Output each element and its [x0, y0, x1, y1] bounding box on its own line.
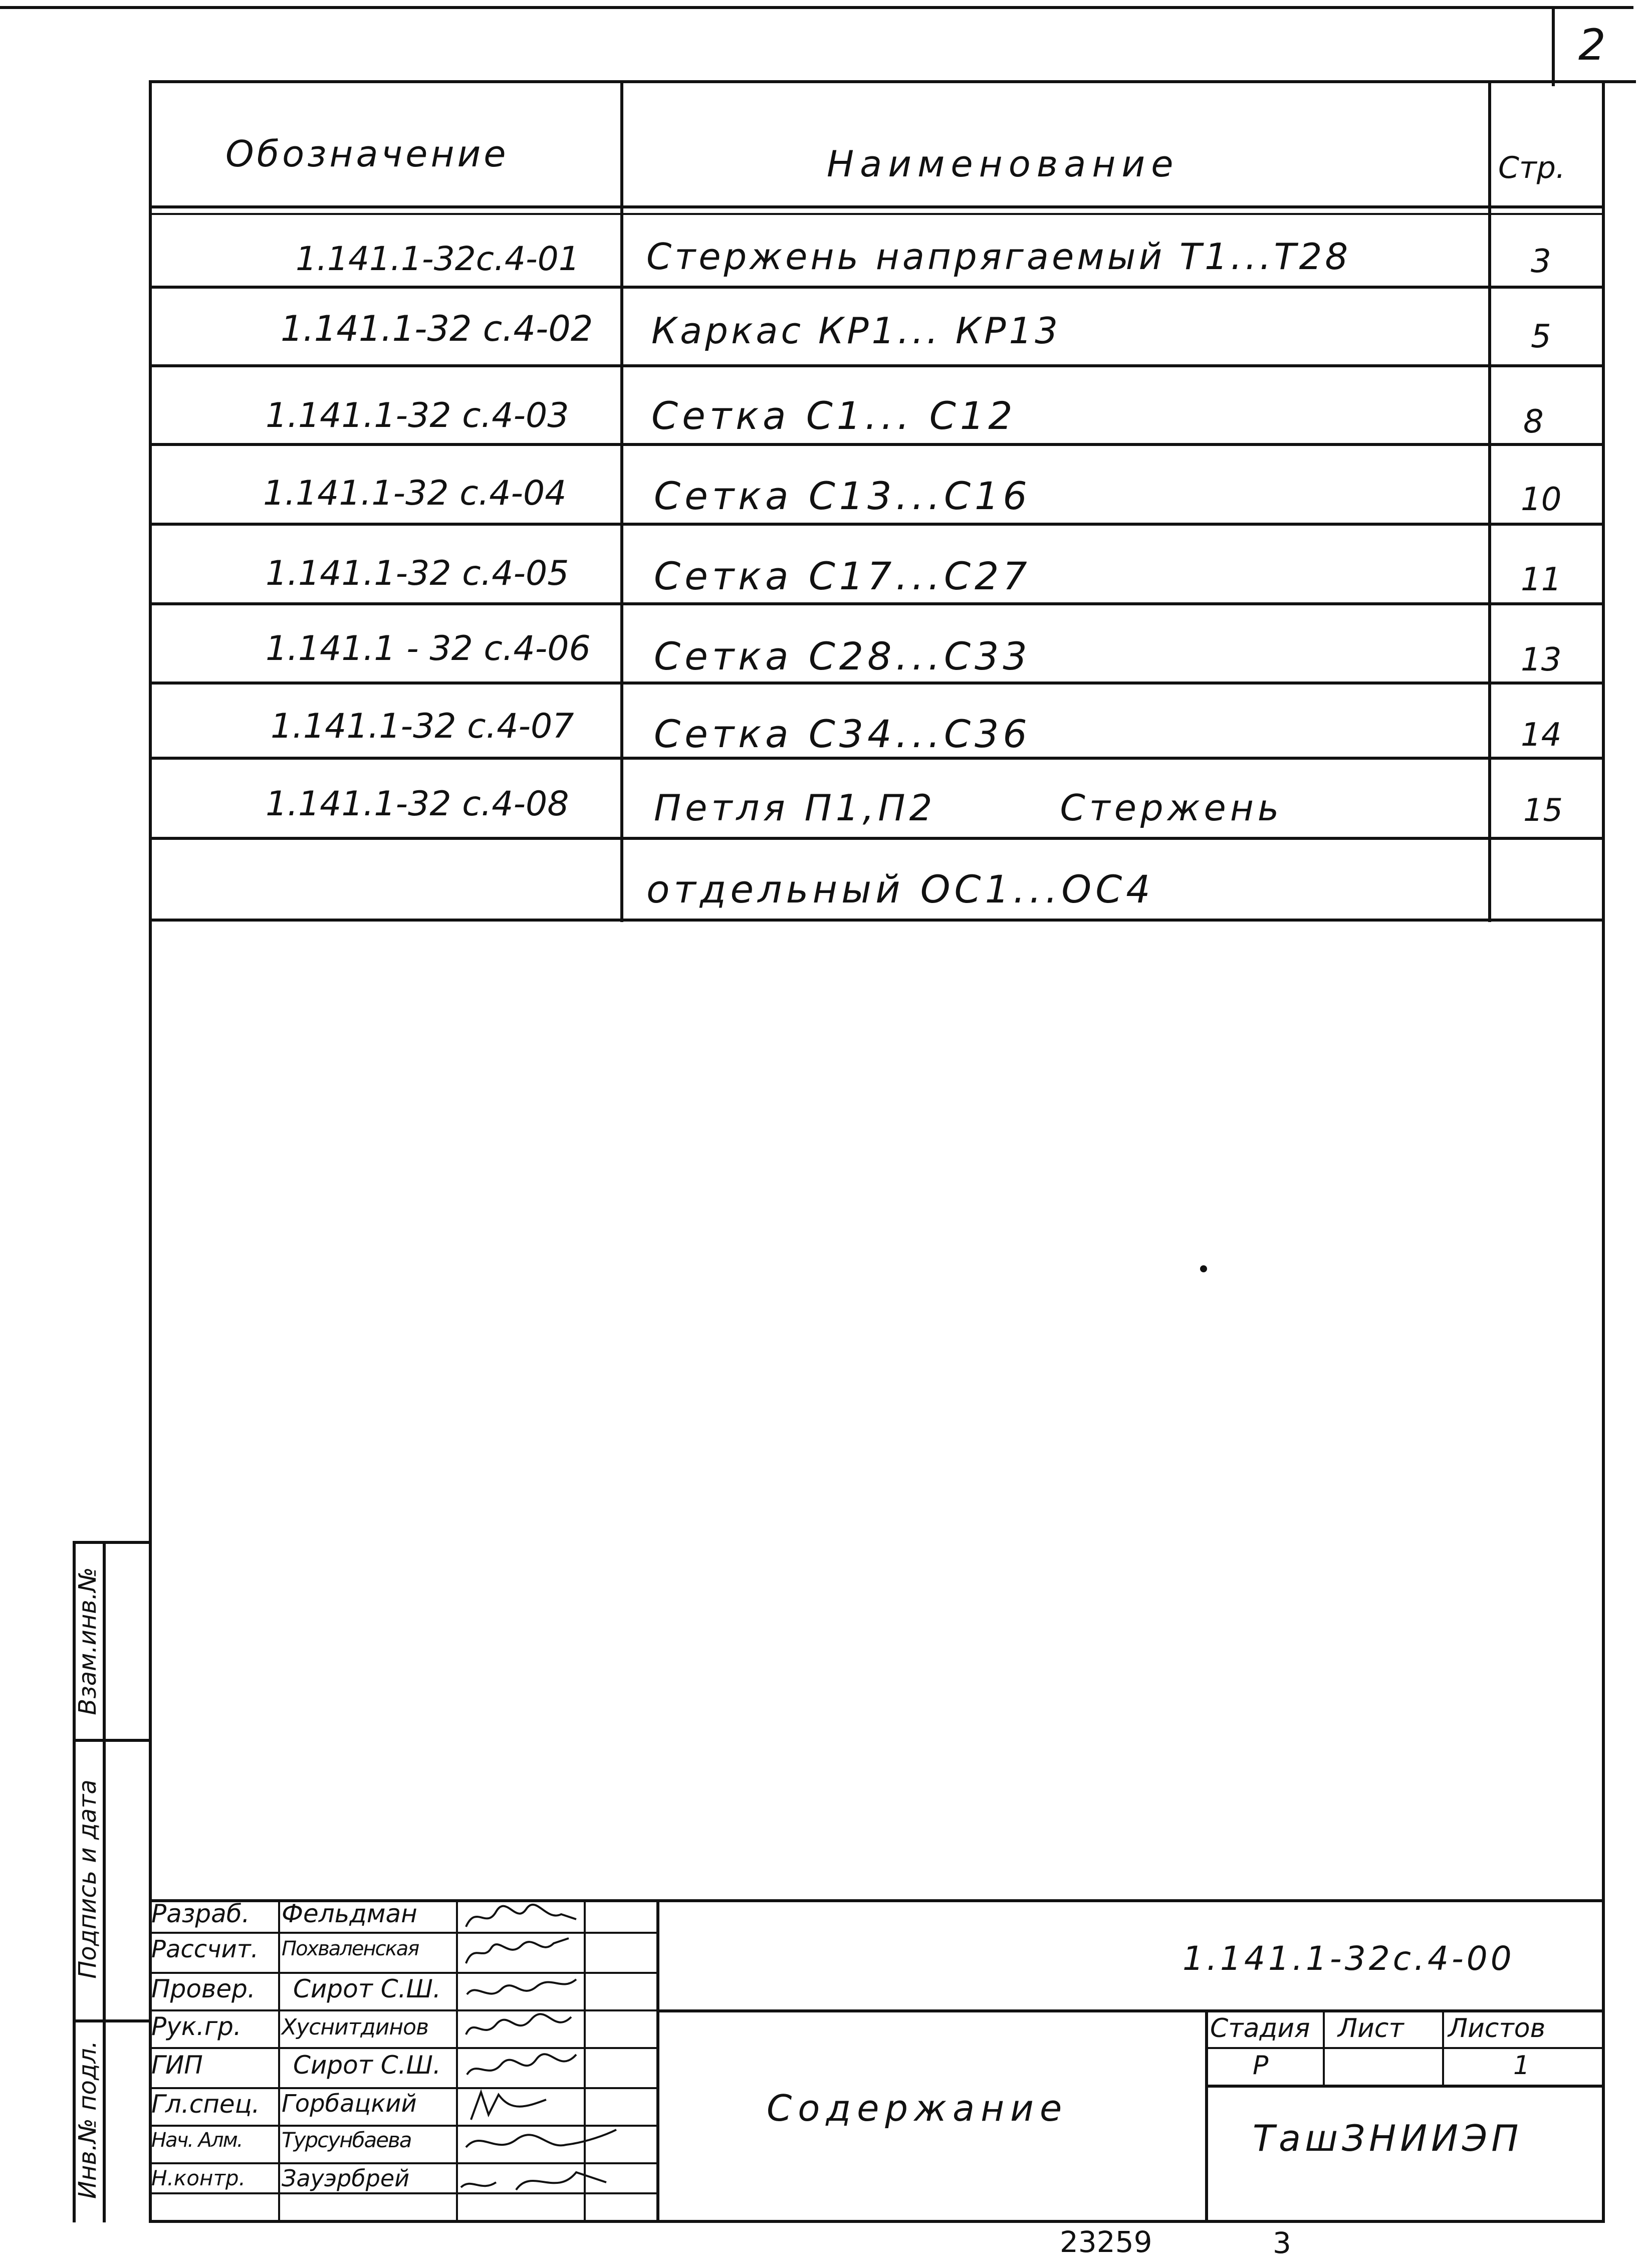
margin-inv-podl: Инв.№ подл.	[74, 2041, 102, 2199]
row-designation: 1.141.1-32с.4-01	[296, 240, 580, 278]
row-designation: 1.141.1-32 с.4-07	[271, 707, 574, 746]
row-name: отдельный ОС1...ОС4	[646, 867, 1154, 912]
top-border-line	[0, 6, 1633, 9]
margin-divider	[73, 1739, 149, 1742]
row-name: Сетка С13...С16	[654, 474, 1031, 518]
row-name: Сетка С17...С27	[654, 554, 1031, 598]
row-line	[149, 443, 1605, 446]
document-title: Содержание	[767, 2087, 1068, 2129]
row-page: 14	[1521, 717, 1562, 754]
signature-mark	[461, 2009, 581, 2047]
signature-mark	[456, 2162, 616, 2200]
row-name: Сетка С34...С36	[654, 712, 1031, 756]
role-name: Фельдман	[282, 1899, 417, 1928]
scan-dot	[1200, 1265, 1207, 1272]
sheets-label: Листов	[1448, 2013, 1546, 2044]
row-line	[149, 523, 1605, 526]
sheet-number: 2	[1578, 20, 1606, 70]
row-page: 5	[1531, 318, 1551, 355]
role-label: Н.контр.	[151, 2166, 246, 2190]
row-page: 8	[1523, 403, 1544, 440]
margin-top-line	[73, 1541, 149, 1544]
frame-bottom-line	[149, 2220, 1605, 2223]
role-name: Сирот С.Ш.	[293, 2051, 441, 2080]
stage-grid-line	[1205, 2009, 1208, 2222]
signature-mark	[461, 2125, 621, 2162]
role-name: Хуснитдинов	[282, 2014, 429, 2040]
title-block-divider	[656, 1899, 659, 2222]
row-designation: 1.141.1-32 с.4-05	[266, 554, 569, 593]
footer-page: 3	[1273, 2226, 1291, 2260]
signature-mark	[461, 2047, 581, 2087]
header-name: Наименование	[827, 143, 1179, 185]
row-name: Сетка С1... С12	[651, 393, 1017, 438]
frame-top-line	[152, 80, 1636, 83]
signature-mark	[461, 2087, 581, 2125]
row-line	[149, 602, 1605, 605]
row-name: Сетка С28...С33	[654, 634, 1031, 679]
archive-number: 23259	[1060, 2225, 1152, 2259]
margin-divider	[73, 2019, 149, 2022]
sheets-value: 1	[1513, 2051, 1530, 2081]
row-name: Петля П1,П2 Стержень	[654, 787, 1283, 829]
row-line	[149, 286, 1605, 289]
header-designation: Обозначение	[225, 133, 509, 175]
signature-mark	[461, 1972, 581, 2009]
signature-mark	[461, 1899, 581, 1934]
title-block-mid-line	[656, 2009, 1605, 2012]
row-line	[149, 682, 1605, 685]
row-page: 11	[1521, 561, 1562, 598]
signature-mark	[461, 1933, 581, 1971]
document-code: 1.141.1-32с.4-00	[1183, 1939, 1515, 1978]
role-label: ГИП	[151, 2051, 203, 2080]
role-name: Горбацкий	[282, 2090, 417, 2118]
stage-label: Стадия	[1210, 2013, 1310, 2044]
organization: ТашЗНИИЭП	[1253, 2117, 1523, 2159]
row-page: 10	[1521, 481, 1562, 518]
role-name: Зауэрбрей	[282, 2165, 410, 2192]
role-label: Гл.спец.	[151, 2090, 260, 2119]
row-name: Стержень напрягаемый Т1...Т28	[646, 236, 1351, 278]
table-bottom-line	[149, 919, 1605, 922]
role-label: Разраб.	[151, 1899, 250, 1928]
row-designation: 1.141.1-32 с.4-03	[266, 396, 569, 435]
row-name: Каркас КР1... КР13	[651, 310, 1061, 352]
role-label: Рассчит.	[151, 1935, 259, 1963]
row-designation: 1.141.1 - 32 с.4-06	[266, 629, 591, 668]
row-line	[149, 757, 1605, 760]
sheet-number-divider	[1552, 6, 1555, 86]
stage-grid-line	[1205, 2047, 1605, 2049]
header-bottom-line	[149, 205, 1605, 208]
row-designation: 1.141.1-32 с.4-02	[281, 308, 593, 349]
sheet-label: Лист	[1338, 2013, 1404, 2044]
margin-vzam-inv: Взам.инв.№	[74, 1567, 102, 1715]
row-page: 13	[1521, 641, 1562, 679]
row-line	[149, 213, 1605, 215]
row-designation: 1.141.1-32 с.4-08	[266, 784, 569, 824]
row-line	[149, 837, 1605, 840]
row-line	[149, 364, 1605, 367]
margin-podpis-data: Подпись и дата	[74, 1779, 102, 1979]
role-name: Сирот С.Ш.	[293, 1974, 441, 2003]
role-name: Турсунбаева	[282, 2128, 411, 2152]
role-label: Провер.	[151, 1974, 256, 2003]
header-page: Стр.	[1498, 150, 1566, 185]
stage-grid-line	[1205, 2085, 1605, 2088]
row-page: 15	[1523, 792, 1563, 828]
row-page: 3	[1531, 243, 1551, 280]
role-name: Похваленская	[282, 1937, 419, 1960]
stage-value: Р	[1253, 2051, 1269, 2081]
row-designation: 1.141.1-32 с.4-04	[263, 474, 567, 513]
role-label: Рук.гр.	[151, 2012, 242, 2041]
margin-inner-line	[103, 1541, 106, 2222]
roles-col-line	[278, 1899, 280, 2222]
role-label: Нач. Алм.	[151, 2129, 243, 2152]
